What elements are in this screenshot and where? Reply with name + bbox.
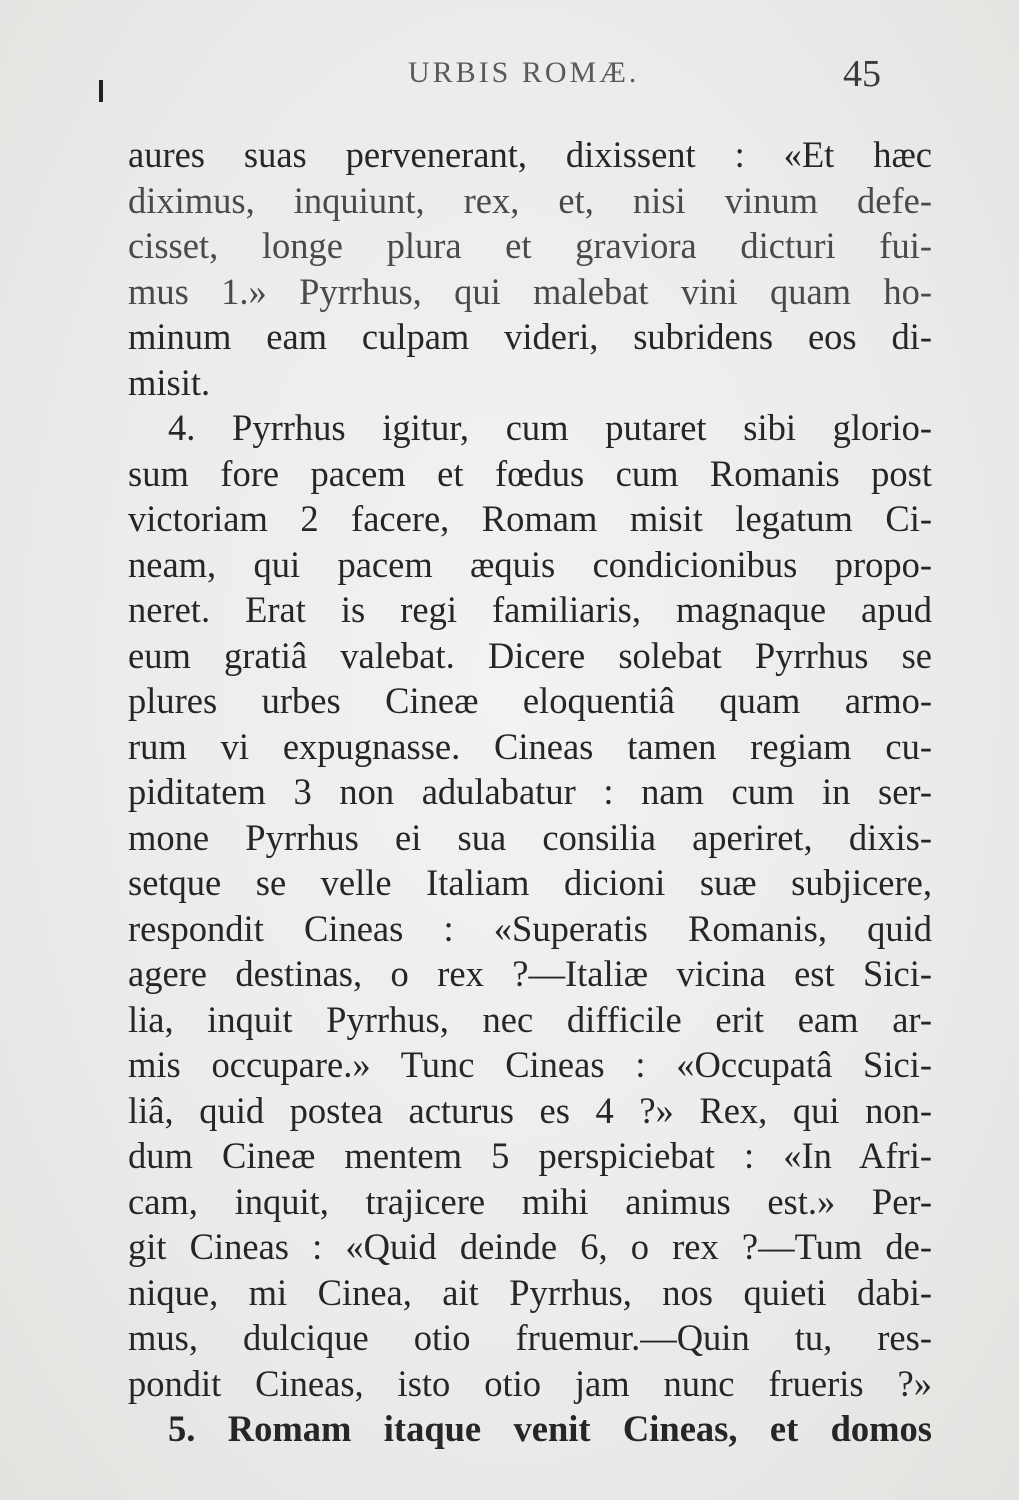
margin-mark: [99, 80, 103, 102]
text-line: respondit Cineas : «Superatis Romanis, quid: [128, 907, 932, 949]
text-line: mis occupare.» Tunc Cineas : «Occupatâ Sici-: [128, 1044, 932, 1085]
text-line: lia, inquit Pyrrhus, nec difficile erit eam ar-: [128, 998, 932, 1040]
text-line: aures suas pervenerant, dixissent : «Et hæc: [128, 134, 932, 175]
text-line: git Cineas : «Quid deinde 6, o rex ?—Tum de-: [128, 1226, 932, 1267]
text-line: minum eam culpam videri, subridens eos di-: [128, 316, 932, 357]
text-line: misit.: [128, 361, 211, 403]
text-line: mus 1.» Pyrrhus, qui malebat vini quam ho-: [128, 270, 932, 312]
text-line: cisset, longe plura et graviora dicturi fui-: [128, 225, 932, 266]
text-line: eum gratiâ valebat. Dicere solebat Pyrrhus se: [128, 634, 932, 676]
text-line: mone Pyrrhus ei sua consilia aperiret, dixis-: [128, 816, 932, 858]
text-line: nique, mi Cinea, ait Pyrrhus, nos quieti dabi-: [128, 1271, 932, 1313]
text-line: neret. Erat is regi familiaris, magnaque apud: [128, 589, 932, 630]
text-line: mus, dulcique otio fruemur.—Quin tu, res-: [128, 1317, 932, 1358]
text-line: pondit Cineas, isto otio jam nunc frueris ?»: [128, 1362, 932, 1404]
text-line: sum fore pacem et fœdus cum Romanis post: [128, 452, 932, 494]
text-line: dum Cineæ mentem 5 perspiciebat : «In Afri-: [128, 1135, 932, 1176]
text-line: plures urbes Cineæ eloquentiâ quam armo-: [128, 680, 932, 721]
text-line: agere destinas, o rex ?—Italiæ vicina est Sici-: [128, 953, 932, 994]
running-title: URBIS ROMÆ.: [408, 56, 640, 89]
text-line: liâ, quid postea acturus es 4 ?» Rex, qui non-: [128, 1089, 932, 1131]
text-line: neam, qui pacem æquis condicionibus propo-: [128, 543, 932, 585]
text-line: victoriam 2 facere, Romam misit legatum Ci-: [128, 498, 932, 539]
text-line: piditatem 3 non adulabatur : nam cum in ser-: [128, 771, 932, 812]
page-header: [0, 48, 1019, 98]
text-line: cam, inquit, trajicere mihi animus est.» Per-: [128, 1180, 932, 1222]
page-body: [128, 132, 932, 1452]
paragraph-start-line: 5. Romam itaque venit Cineas, et domos: [168, 1408, 932, 1449]
text-line: setque se velle Italiam dicioni suæ subjicere,: [128, 862, 932, 903]
text-line: rum vi expugnasse. Cineas tamen regiam cu-: [128, 725, 932, 767]
text-line: diximus, inquiunt, rex, et, nisi vinum defe-: [128, 179, 932, 221]
page-number: 45: [843, 53, 881, 95]
paragraph-start-line: 4. Pyrrhus igitur, cum putaret sibi glorio-: [168, 407, 932, 448]
